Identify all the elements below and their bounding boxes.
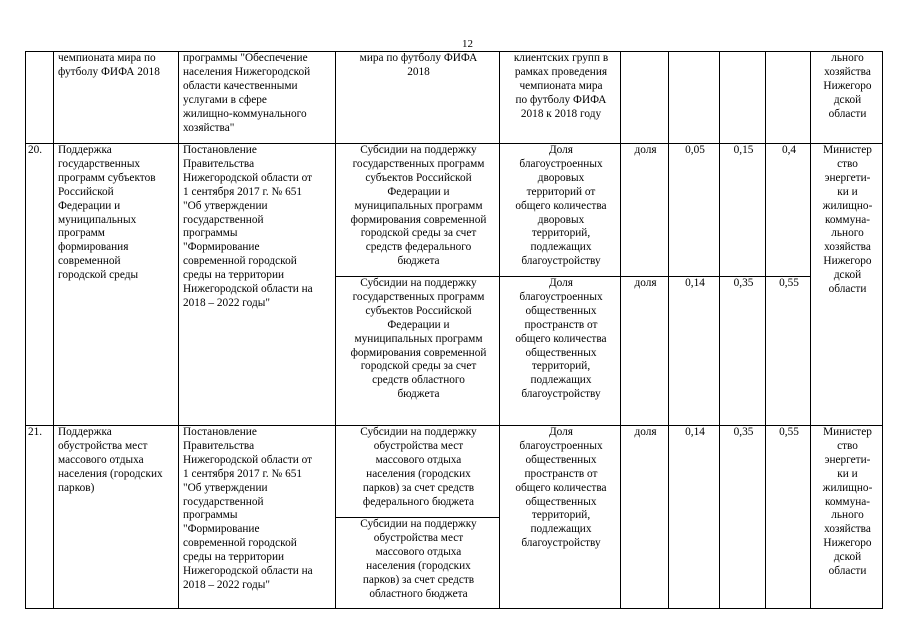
row-number-cell: 20.	[26, 144, 54, 426]
ministry-cell: Министер ство энергети- ки и жилищно- коммуна- льного хозяйства Нижегоро дской области	[811, 144, 883, 426]
value-cell: 0,35	[720, 426, 766, 609]
unit-cell: доля	[621, 144, 669, 277]
legal-document-cell: Постановление Правительства Нижегородской области от 1 сентября 2017 г. № 651 "Об утверждении государственной программы "Формирование современной городской среды на территории Нижегородской области на 2018 – 2022 годы"	[179, 426, 336, 609]
ministry-cell: Министер ство энергети- ки и жилищно- коммуна- льного хозяйства Нижегоро дской области	[811, 426, 883, 609]
measure-name-cell: Поддержка обустройства мест массового отдыха населения (городских парков)	[54, 426, 179, 609]
legal-document-cell: программы "Обеспечение населения Нижегородской области качественными услугами в сфере жилищно-коммунального хозяйства"	[179, 52, 336, 144]
value-cell: 0,05	[669, 144, 720, 277]
measure-name-cell: Поддержка государственных программ субъектов Российской Федерации и муниципальных программ формирования современной городской среды	[54, 144, 179, 426]
unit-cell: доля	[621, 277, 669, 426]
value-cell	[766, 52, 811, 144]
row-number-cell: 21.	[26, 426, 54, 609]
value-cell: 0,55	[766, 277, 811, 426]
subsidy-cell: мира по футболу ФИФА 2018	[336, 52, 500, 144]
table-row	[26, 144, 883, 277]
legal-document-cell: Постановление Правительства Нижегородской области от 1 сентября 2017 г. № 651 "Об утверждении государственной программы "Формирование современной городской среды на территории Нижегородской области на 2018 – 2022 годы"	[179, 144, 336, 426]
subsidy-cell: Субсидии на поддержку государственных программ субъектов Российской Федерации и муниципальных программ формирования современной городской среды за счет средств федерального бюджета	[336, 144, 500, 277]
value-cell: 0,55	[766, 426, 811, 609]
indicator-cell: клиентских групп в рамках проведения чемпионата мира по футболу ФИФА 2018 к 2018 году	[500, 52, 621, 144]
table-row	[26, 426, 883, 518]
indicator-cell: Доля благоустроенных общественных пространств от общего количества общественных территорий, подлежащих благоустройству	[500, 426, 621, 609]
subsidy-cell: Субсидии на поддержку обустройства мест массового отдыха населения (городских парков) за счет средств областного бюджета	[336, 518, 500, 609]
indicator-cell: Доля благоустроенных общественных пространств от общего количества общественных территорий, подлежащих благоустройству	[500, 277, 621, 426]
subsidy-cell: Субсидии на поддержку обустройства мест массового отдыха населения (городских парков) за счет средств федерального бюджета	[336, 426, 500, 518]
value-cell: 0,14	[669, 426, 720, 609]
unit-cell	[621, 52, 669, 144]
subsidy-cell: Субсидии на поддержку государственных программ субъектов Российской Федерации и муниципальных программ формирования современной городской среды за счет средств областного бюджета	[336, 277, 500, 426]
table-row	[26, 52, 883, 144]
ministry-cell: льного хозяйства Нижегоро дской области	[811, 52, 883, 144]
value-cell	[720, 52, 766, 144]
value-cell: 0,15	[720, 144, 766, 277]
value-cell: 0,4	[766, 144, 811, 277]
program-indicators-table	[25, 51, 883, 609]
measure-name-cell: чемпионата мира по футболу ФИФА 2018	[54, 52, 179, 144]
unit-cell: доля	[621, 426, 669, 609]
row-number-cell	[26, 52, 54, 144]
value-cell: 0,14	[669, 277, 720, 426]
indicator-cell: Доля благоустроенных дворовых территорий от общего количества дворовых территорий, подлежащих благоустройству	[500, 144, 621, 277]
value-cell	[669, 52, 720, 144]
value-cell: 0,35	[720, 277, 766, 426]
page-number: 12	[462, 38, 473, 50]
